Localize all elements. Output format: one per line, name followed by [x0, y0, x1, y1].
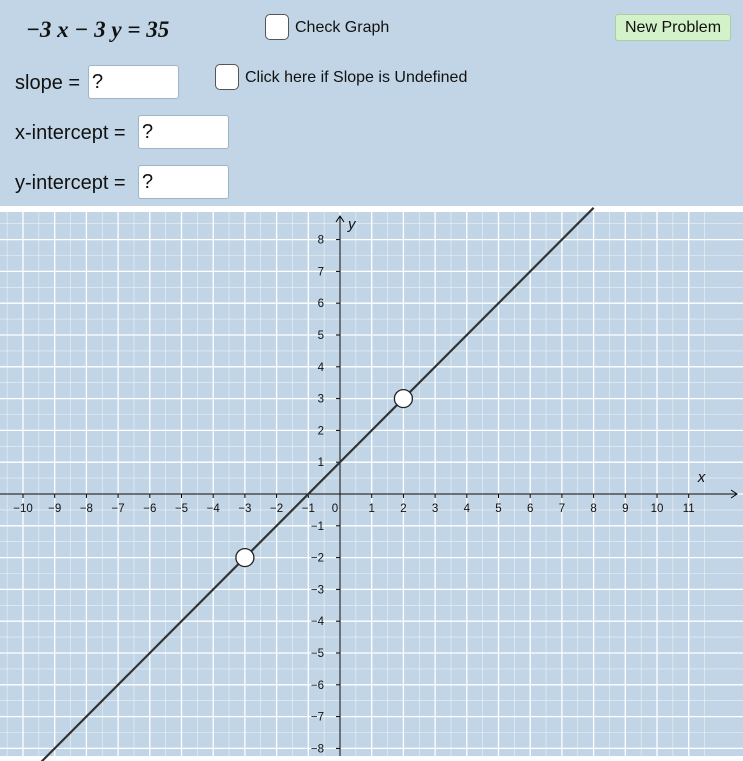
y-tick-label: 4: [317, 361, 324, 374]
y-tick-label: 2: [317, 425, 324, 438]
draggable-point-1[interactable]: [236, 549, 254, 567]
y-tick-label: −4: [310, 616, 324, 629]
x-tick-label: 1: [368, 503, 375, 515]
control-panel: [0, 0, 743, 206]
y-tick-label: −6: [310, 679, 324, 692]
y-tick-label: −1: [310, 520, 324, 533]
y-tick-label: 6: [317, 298, 324, 311]
new-problem-button[interactable]: New Problem: [615, 14, 731, 41]
x-intercept-label: x-intercept =: [15, 122, 126, 144]
check-graph-label: Check Graph: [295, 19, 390, 36]
y-axis-label: y: [348, 216, 356, 233]
grid: [0, 208, 743, 761]
y-intercept-input[interactable]: [138, 165, 229, 199]
x-tick-label: 10: [650, 503, 664, 515]
y-intercept-label: y-intercept =: [15, 172, 126, 194]
axes: [0, 216, 737, 756]
x-tick-label: −9: [48, 503, 62, 515]
y-tick-label: −5: [310, 648, 324, 660]
x-tick-label: −7: [111, 503, 125, 515]
y-tick-label: −8: [310, 743, 324, 756]
x-tick-label: −4: [206, 503, 220, 515]
x-tick-label: [0, 503, 1, 515]
x-tick-label: −8: [79, 503, 93, 515]
graph-line: [17, 208, 597, 761]
y-tick-label: 1: [317, 457, 324, 470]
y-tick-label: 7: [317, 266, 324, 279]
equation: −3 x − 3 y = 35: [26, 17, 170, 42]
x-tick-label: 9: [622, 503, 629, 515]
check-graph-checkbox[interactable]: [265, 14, 289, 40]
x-tick-label: 6: [526, 503, 534, 515]
y-tick-label: 5: [317, 330, 324, 342]
y-tick-label: 3: [317, 393, 324, 406]
x-tick-label: −6: [143, 503, 157, 515]
x-tick-label: −2: [270, 503, 284, 515]
x-tick-label: 2: [400, 503, 407, 515]
x-tick-label: 8: [590, 503, 597, 515]
graph-view[interactable]: [0, 212, 743, 756]
x-tick-label: −10: [13, 503, 33, 515]
x-intercept-input[interactable]: [138, 115, 229, 149]
y-tick-label: 8: [317, 234, 324, 247]
x-tick-label: −3: [238, 503, 252, 515]
x-tick-label: −5: [174, 503, 189, 515]
x-tick-label: 0: [331, 503, 339, 515]
slope-label: slope =: [15, 72, 81, 94]
undefined-slope-checkbox[interactable]: [215, 64, 239, 90]
x-axis-label: x: [697, 469, 706, 486]
draggable-point-2[interactable]: [394, 390, 412, 408]
y-tick-label: −7: [310, 711, 324, 724]
x-tick-label: 3: [431, 503, 439, 515]
x-tick-label: 11: [682, 503, 695, 515]
graph-line-layer: [17, 208, 597, 761]
undefined-slope-label: Click here if Slope is Undefined: [245, 69, 468, 86]
slope-input[interactable]: [88, 65, 179, 99]
coordinate-plane[interactable]: [0, 212, 743, 756]
y-tick-label: −3: [310, 584, 324, 597]
x-tick-label: 5: [495, 503, 502, 515]
x-tick-label: 4: [463, 503, 471, 515]
x-tick-label: 7: [558, 503, 566, 515]
tick-labels: [0, 216, 706, 755]
y-tick-label: −2: [310, 552, 324, 565]
x-tick-label: −1: [301, 503, 315, 515]
